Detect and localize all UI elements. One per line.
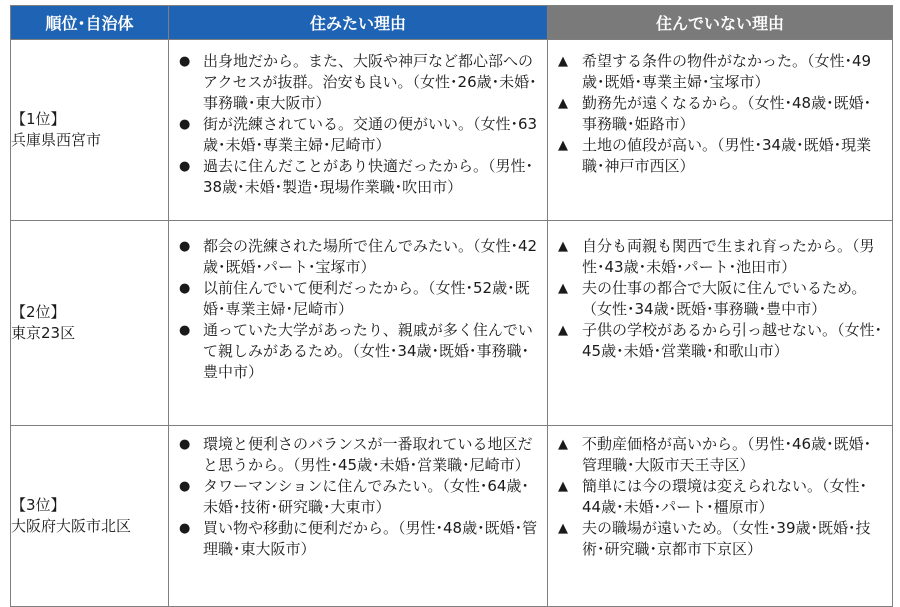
- header-not-reason: 住んでいない理由: [548, 6, 893, 40]
- list-item: [179, 434, 539, 476]
- header-row: [11, 6, 893, 40]
- not-reasons-cell: [548, 40, 893, 221]
- reason-text: 夫の仕事の都合で大阪に住んでいるため。（女性･34歳･既婚･事務職･豊中市）: [582, 279, 867, 318]
- reason-text: 勤務先が遠くなるから。（女性･48歳･既婚･事務職･姫路市）: [582, 94, 872, 133]
- reason-text: タワーマンションに住んでみたい。（女性･64歳･未婚･技術･研究職･大東市）: [203, 477, 529, 516]
- not-reasons-list: [548, 221, 892, 362]
- rank-label: 【2位】: [11, 303, 66, 321]
- bullet-icon: ●: [179, 159, 191, 174]
- list-item: [179, 518, 539, 560]
- list-item: [558, 518, 884, 560]
- want-reasons-list: [169, 426, 547, 560]
- header-want-reason: 住みたい理由: [169, 6, 548, 40]
- bullet-icon: ●: [179, 54, 191, 69]
- list-item: [558, 278, 884, 320]
- list-item: [558, 434, 884, 476]
- not-reasons-cell: [548, 426, 893, 607]
- city-name: 大阪府大阪市北区: [11, 517, 132, 535]
- table-row: [11, 221, 893, 426]
- list-item: [179, 278, 539, 320]
- want-reasons-cell: [169, 40, 548, 221]
- want-reasons-cell: [169, 221, 548, 426]
- not-reasons-list: [548, 40, 892, 177]
- list-item: [558, 51, 884, 93]
- table-row: [11, 40, 893, 221]
- reason-text: 子供の学校があるから引っ越せない。（女性･45歳･未婚･営業職･和歌山市）: [582, 321, 883, 360]
- want-reasons-cell: [169, 426, 548, 607]
- triangle-icon: ▲: [558, 138, 568, 153]
- triangle-icon: ▲: [558, 323, 568, 338]
- reason-text: 買い物や移動に便利だから。（男性･48歳･既婚･管理職･東大阪市）: [203, 519, 538, 558]
- triangle-icon: ▲: [558, 437, 568, 452]
- reason-text: 自分も両親も関西で生まれ育ったから。（男性･43歳･未婚･パート･池田市）: [582, 237, 875, 276]
- reason-text: 夫の職場が遠いため。（女性･39歳･既婚･技術･研究職･京都市下京区）: [582, 519, 871, 558]
- triangle-icon: ▲: [558, 96, 568, 111]
- triangle-icon: ▲: [558, 479, 568, 494]
- reason-text: 以前住んでいて便利だったから。（女性･52歳･既婚･専業主婦･尼崎市）: [203, 279, 530, 318]
- list-item: [179, 156, 539, 198]
- bullet-icon: ●: [179, 117, 191, 132]
- triangle-icon: ▲: [558, 521, 568, 536]
- reason-text: 都会の洗練された場所で住んでみたい。（女性･42歳･既婚･パート･宝塚市）: [203, 237, 538, 276]
- want-reasons-list: [169, 221, 547, 383]
- reason-text: 希望する条件の物件がなかった。（女性･49歳･既婚･専業主婦･宝塚市）: [582, 52, 872, 91]
- table-row: [11, 426, 893, 607]
- want-reasons-list: [169, 40, 547, 198]
- reason-text: 過去に住んだことがあり快適だったから。（男性･38歳･未婚･製造･現場作業職･吹田市）: [203, 157, 534, 196]
- rank-cell: [11, 426, 169, 607]
- bullet-icon: ●: [179, 239, 191, 254]
- list-item: [179, 236, 539, 278]
- rank-cell: [11, 221, 169, 426]
- city-name: 兵庫県西宮市: [11, 131, 102, 149]
- bullet-icon: ●: [179, 437, 191, 452]
- reason-text: 通っていた大学があったり、親戚が多く住んでいて親しみがあるため。（女性･34歳･既婚･事務職･豊中市）: [203, 321, 533, 381]
- list-item: [558, 93, 884, 135]
- ranking-table: [10, 5, 893, 607]
- list-item: [558, 476, 884, 518]
- list-item: [179, 476, 539, 518]
- list-item: [558, 236, 884, 278]
- reason-text: 街が洗練されている。交通の便がいい。（女性･63歳･未婚･専業主婦･尼崎市）: [203, 115, 538, 154]
- reason-text: 環境と便利さのバランスが一番取れている地区だと思うから。（男性･45歳･未婚･営業職･尼崎市）: [203, 435, 533, 474]
- reason-text: 土地の値段が高い。（男性･34歳･既婚･現業職･神戸市西区）: [582, 136, 872, 175]
- rank-cell: [11, 40, 169, 221]
- not-reasons-list: [548, 426, 892, 560]
- list-item: [179, 320, 539, 383]
- bullet-icon: ●: [179, 323, 191, 338]
- list-item: [558, 135, 884, 177]
- triangle-icon: ▲: [558, 281, 568, 296]
- list-item: [179, 114, 539, 156]
- city-name: 東京23区: [11, 324, 76, 342]
- triangle-icon: ▲: [558, 239, 568, 254]
- not-reasons-cell: [548, 221, 893, 426]
- bullet-icon: ●: [179, 479, 191, 494]
- rank-label: 【3位】: [11, 496, 66, 514]
- bullet-icon: ●: [179, 521, 191, 536]
- list-item: [558, 320, 884, 362]
- rank-label: 【1位】: [11, 110, 66, 128]
- header-rank: 順位･自治体: [11, 6, 169, 40]
- reason-text: 不動産価格が高いから。（男性･46歳･既婚･管理職･大阪市天王寺区）: [582, 435, 872, 474]
- triangle-icon: ▲: [558, 54, 568, 69]
- reason-text: 出身地だから。また、大阪や神戸など都心部へのアクセスが抜群。治安も良い。（女性･26歳･未婚･事務職･東大阪市）: [203, 52, 537, 112]
- reason-text: 簡単には今の環境は変えられない。（女性･44歳･未婚･パート･橿原市）: [582, 477, 868, 516]
- bullet-icon: ●: [179, 281, 191, 296]
- list-item: [179, 51, 539, 114]
